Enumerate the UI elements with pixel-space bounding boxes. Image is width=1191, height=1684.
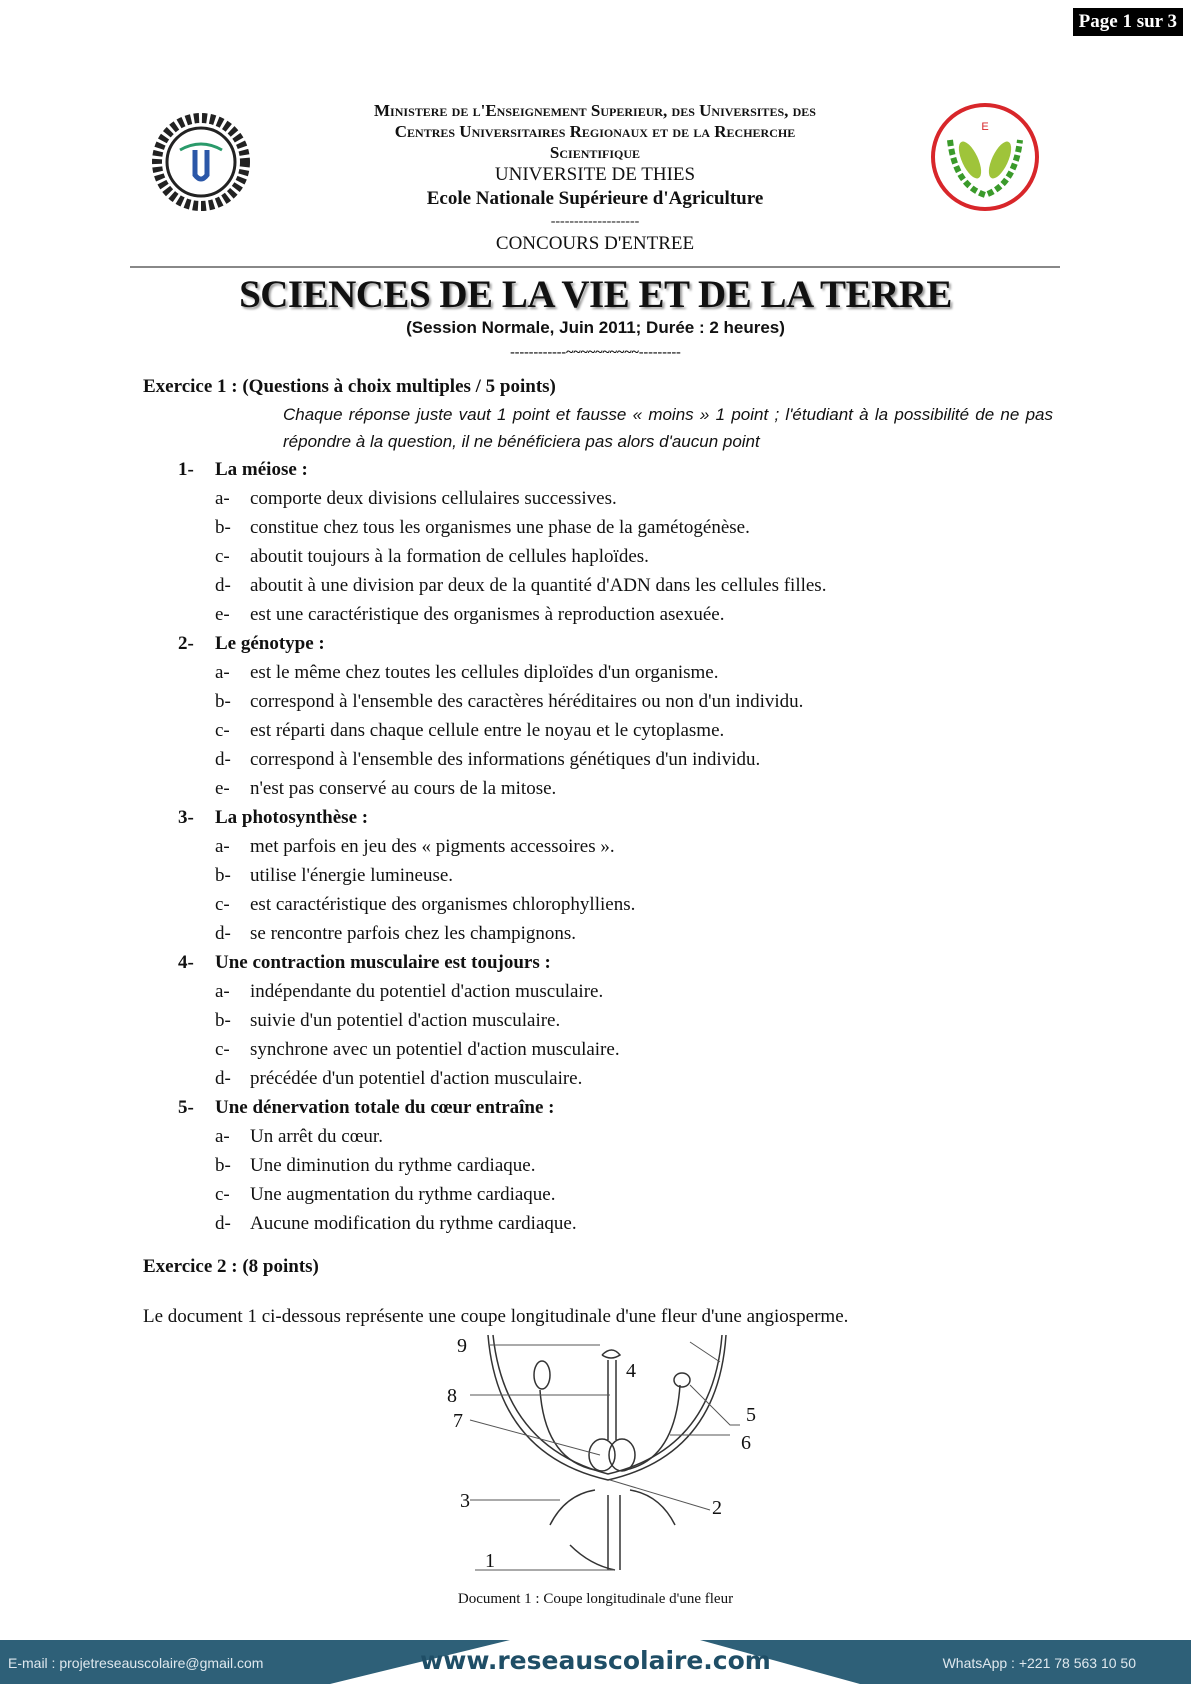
option-text: n'est pas conservé au cours de la mitose.: [250, 778, 557, 799]
question-5: [143, 1093, 1053, 1122]
ministry-line-2: Centres Universitaires Regionaux et de la Recherche: [394, 122, 796, 141]
option-letter: b-: [215, 1155, 231, 1176]
answer-option: [143, 542, 1053, 571]
question-text: Le génotype :: [215, 633, 325, 654]
page-title: SCIENCES DE LA VIE ET DE LA TERRE: [239, 273, 952, 316]
answer-option: [143, 1180, 1053, 1209]
option-text: est caractéristique des organismes chlorophylliens.: [250, 894, 636, 915]
flower-diagram: [430, 1330, 770, 1580]
question-number: 3-: [178, 807, 194, 828]
question-2: [143, 629, 1053, 658]
answer-option: [143, 890, 1053, 919]
ministry-header: [250, 100, 940, 255]
question-text: Une contraction musculaire est toujours :: [215, 952, 551, 973]
svg-text:E: E: [981, 121, 989, 133]
option-letter: d-: [215, 1213, 231, 1234]
concours-label: CONCOURS D'ENTREE: [495, 233, 695, 254]
option-letter: c-: [215, 1184, 230, 1205]
label-4: 4: [626, 1360, 636, 1382]
option-text: indépendante du potentiel d'action musculaire.: [250, 981, 604, 1002]
option-letter: a-: [215, 836, 230, 857]
exercise-1-heading: Exercice 1 : (Questions à choix multiples / 5 points): [143, 376, 556, 397]
option-letter: c-: [215, 894, 230, 915]
ministry-line-1: Ministere de l'Enseignement Superieur, des Universites, des: [374, 101, 816, 120]
header-rule: [130, 266, 1060, 268]
option-text: Une diminution du rythme cardiaque.: [250, 1155, 536, 1176]
label-1: 1: [485, 1550, 495, 1572]
answer-option: [143, 1122, 1053, 1151]
ensa-logo: [925, 100, 1045, 215]
answer-option: [143, 861, 1053, 890]
option-letter: a-: [215, 981, 230, 1002]
answer-option: [143, 832, 1053, 861]
option-letter: d-: [215, 749, 231, 770]
option-text: précédée d'un potentiel d'action musculaire.: [250, 1068, 583, 1089]
answer-option: [143, 1064, 1053, 1093]
answer-option: [143, 571, 1053, 600]
option-text: aboutit à une division par deux de la quantité d'ADN dans les cellules filles.: [250, 575, 827, 596]
option-letter: c-: [215, 546, 230, 567]
option-letter: b-: [215, 517, 231, 538]
option-letter: d-: [215, 575, 231, 596]
label-6: 6: [741, 1432, 751, 1454]
answer-option: [143, 716, 1053, 745]
question-number: 4-: [178, 952, 194, 973]
universite-thies-logo: [140, 100, 262, 230]
label-3: 3: [460, 1490, 470, 1512]
option-letter: a-: [215, 1126, 230, 1147]
option-letter: e-: [215, 778, 230, 799]
option-text: correspond à l'ensemble des informations génétiques d'un individu.: [250, 749, 761, 770]
exercise-2-intro: Le document 1 ci-dessous représente une coupe longitudinale d'une fleur d'une angiosperme.: [143, 1306, 849, 1327]
question-number: 5-: [178, 1097, 194, 1118]
answer-option: [143, 1209, 1053, 1238]
answer-option: [143, 1006, 1053, 1035]
footer-email: E-mail : projetreseauscolaire@gmail.com: [8, 1655, 264, 1671]
option-letter: a-: [215, 662, 230, 683]
answer-option: [143, 977, 1053, 1006]
option-text: Un arrêt du cœur.: [250, 1126, 383, 1147]
label-8: 8: [447, 1385, 457, 1407]
question-number: 2-: [178, 633, 194, 654]
option-text: suivie d'un potentiel d'action musculaire.: [250, 1010, 561, 1031]
exercise-1-instructions: Chaque réponse juste vaut 1 point et fausse « moins » 1 point ; l'étudiant à la possibilité de ne pas répondre à la question, il ne bénéficiera pas alors d'aucun point: [283, 405, 1053, 451]
option-letter: c-: [215, 720, 230, 741]
answer-option: [143, 484, 1053, 513]
label-7: 7: [453, 1410, 463, 1432]
option-letter: c-: [215, 1039, 230, 1060]
option-letter: a-: [215, 488, 230, 509]
exercise-1: [143, 372, 1053, 1238]
session-info: (Session Normale, Juin 2011; Durée : 2 heures): [406, 318, 785, 337]
option-letter: b-: [215, 691, 231, 712]
question-3: [143, 803, 1053, 832]
figure-caption: Document 1 : Coupe longitudinale d'une fleur: [457, 1591, 734, 1607]
answer-option: [143, 1035, 1053, 1064]
answer-option: [143, 513, 1053, 542]
school-name: Ecole Nationale Supérieure d'Agriculture: [426, 188, 764, 209]
exercise-2-heading: Exercice 2 : (8 points): [143, 1256, 319, 1277]
question-text: Une dénervation totale du cœur entraîne :: [215, 1097, 555, 1118]
question-text: La méiose :: [215, 459, 308, 480]
answer-option: [143, 687, 1053, 716]
question-4: [143, 948, 1053, 977]
label-5: 5: [746, 1404, 756, 1426]
option-text: est réparti dans chaque cellule entre le noyau et le cytoplasme.: [250, 720, 725, 741]
answer-option: [143, 600, 1053, 629]
option-letter: e-: [215, 604, 230, 625]
question-number: 1-: [178, 459, 194, 480]
question-text: La photosynthèse :: [215, 807, 369, 828]
university-name: UNIVERSITE DE THIES: [494, 164, 696, 185]
option-text: Une augmentation du rythme cardiaque.: [250, 1184, 556, 1205]
option-letter: b-: [215, 865, 231, 886]
option-text: correspond à l'ensemble des caractères héréditaires ou non d'un individu.: [250, 691, 804, 712]
question-1: [143, 455, 1053, 484]
option-text: comporte deux divisions cellulaires successives.: [250, 488, 617, 509]
option-text: utilise l'énergie lumineuse.: [250, 865, 454, 886]
option-text: synchrone avec un potentiel d'action musculaire.: [250, 1039, 620, 1060]
label-9: 9: [457, 1335, 467, 1357]
label-2: 2: [712, 1497, 722, 1519]
option-letter: d-: [215, 1068, 231, 1089]
footer-website[interactable]: www.reseauscolaire.com: [420, 1646, 771, 1675]
answer-option: [143, 919, 1053, 948]
option-text: Aucune modification du rythme cardiaque.: [250, 1213, 577, 1234]
option-text: met parfois en jeu des « pigments accessoires ».: [250, 836, 615, 857]
ministry-line-3: Scientifique: [549, 143, 641, 162]
option-letter: d-: [215, 923, 231, 944]
option-text: aboutit toujours à la formation de cellules haploïdes.: [250, 546, 649, 567]
page-badge: Page 1 sur 3: [1073, 8, 1183, 36]
option-text: est le même chez toutes les cellules diploïdes d'un organisme.: [250, 662, 719, 683]
option-letter: b-: [215, 1010, 231, 1031]
option-text: se rencontre parfois chez les champignons.: [250, 923, 577, 944]
title-divider: ------------~~~~~~~~~~---------: [510, 345, 681, 360]
answer-option: [143, 745, 1053, 774]
option-text: constitue chez tous les organismes une phase de la gamétogénèse.: [250, 517, 750, 538]
answer-option: [143, 658, 1053, 687]
answer-option: [143, 1151, 1053, 1180]
option-text: est une caractéristique des organismes à reproduction asexuée.: [250, 604, 725, 625]
footer-whatsapp: WhatsApp : +221 78 563 10 50: [942, 1655, 1136, 1671]
answer-option: [143, 774, 1053, 803]
header-separator: -------------------: [550, 214, 640, 229]
